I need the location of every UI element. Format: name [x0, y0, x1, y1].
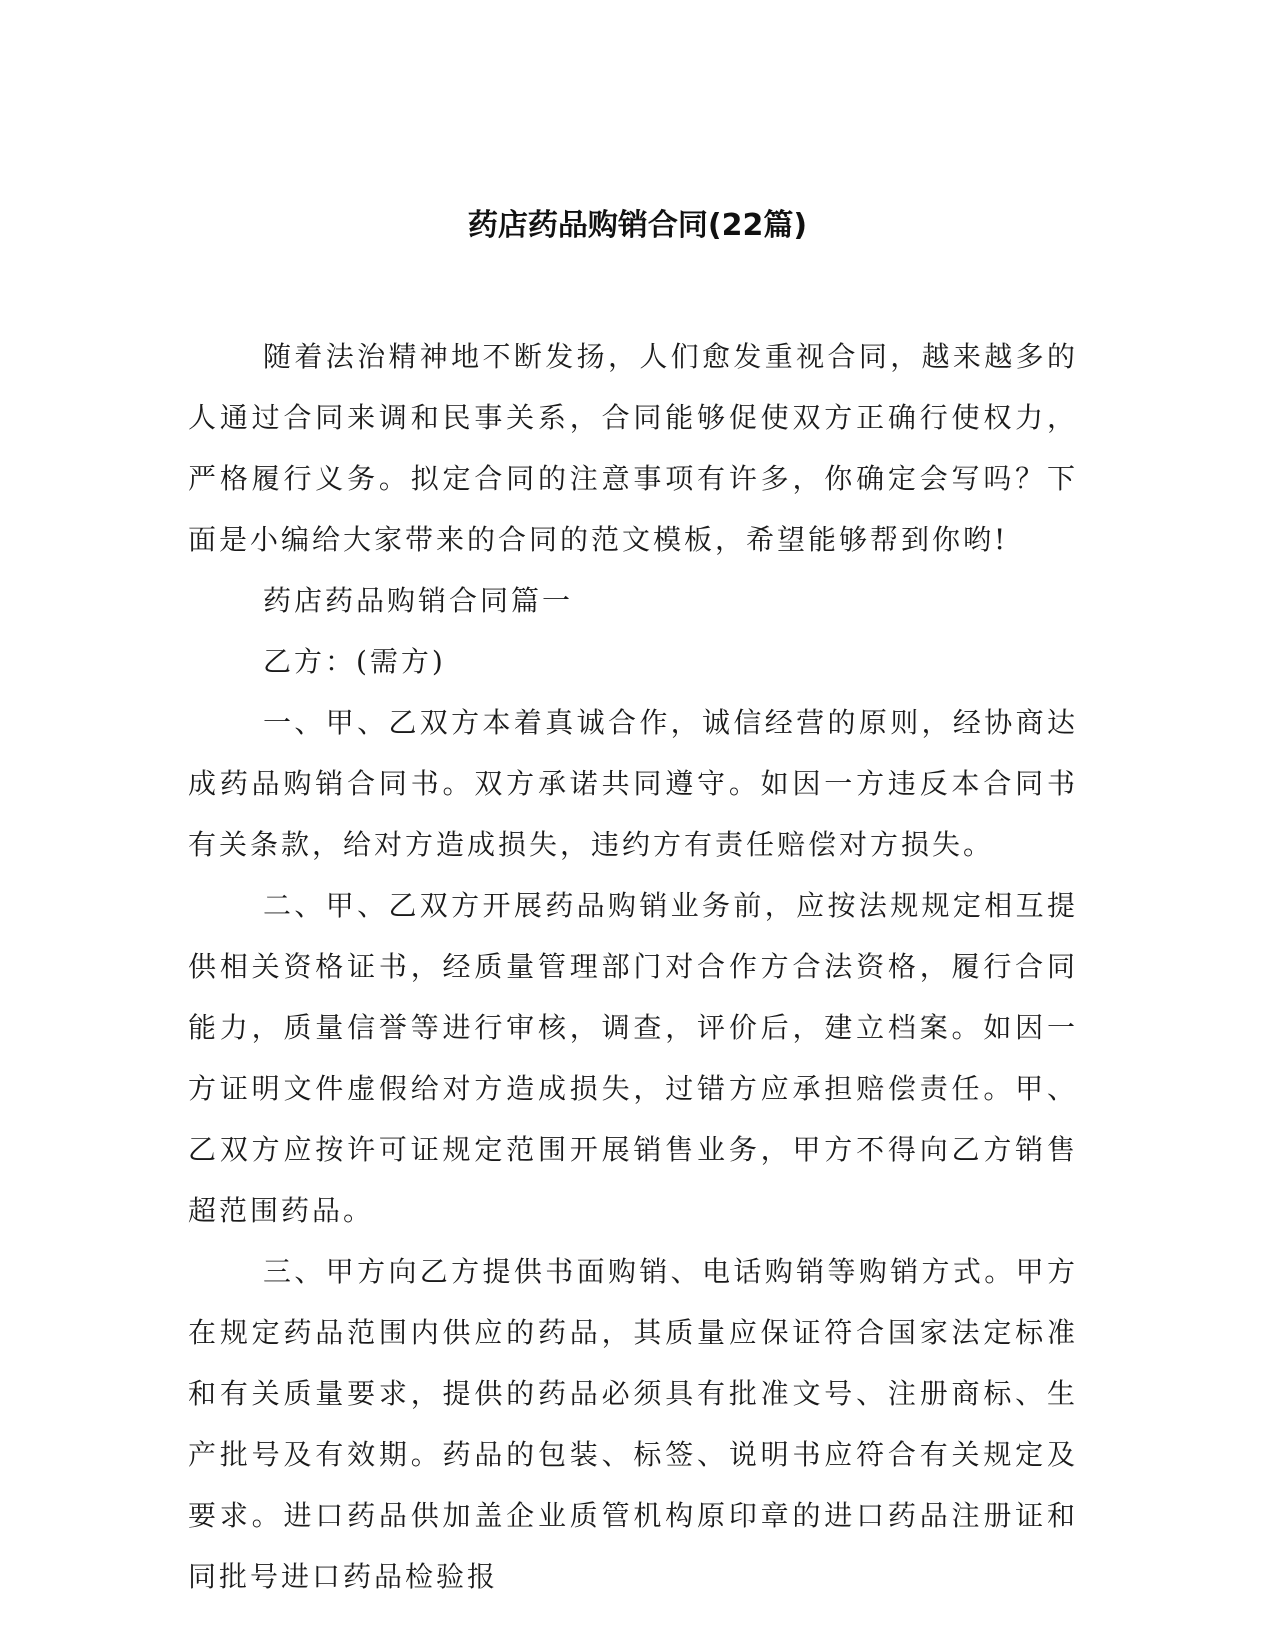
- section-heading: 药店药品购销合同篇一: [263, 584, 574, 617]
- document-body: [188, 326, 1078, 1607]
- clause-3-paragraph: 三、甲方向乙方提供书面购销、电话购销等购销方式。甲方在规定药品范围内供应的药品，其质量应保证符合国家法定标准和有关质量要求，提供的药品必须具有批准文号、注册商标、生产批号及有效期。药品的包装、标签、说明书应符合有关规定及要求。进口药品供加盖企业质管机构原印章的进口药品注册证和同批号进口药品检验报: [188, 1255, 1078, 1593]
- clause-1-paragraph: 一、甲、乙双方本着真诚合作，诚信经营的原则，经协商达成药品购销合同书。双方承诺共同遵守。如因一方违反本合同书有关条款，给对方造成损失，违约方有责任赔偿对方损失。: [188, 706, 1078, 861]
- intro-paragraph: 随着法治精神地不断发扬，人们愈发重视合同，越来越多的人通过合同来调和民事关系，合同能够促使双方正确行使权力，严格履行义务。拟定合同的注意事项有许多，你确定会写吗？下面是小编给大家带来的合同的范文模板，希望能够帮到你哟!: [188, 340, 1078, 556]
- document-title: 药店药品购销合同(22篇): [467, 208, 808, 243]
- party-b-line: 乙方：(需方): [263, 645, 446, 678]
- clause-2-paragraph: 二、甲、乙双方开展药品购销业务前，应按法规规定相互提供相关资格证书，经质量管理部门对合作方合法资格，履行合同能力，质量信誉等进行审核，调查，评价后，建立档案。如因一方证明文件虚假给对方造成损失，过错方应承担赔偿责任。甲、乙双方应按许可证规定范围开展销售业务，甲方不得向乙方销售超范围药品。: [188, 889, 1078, 1227]
